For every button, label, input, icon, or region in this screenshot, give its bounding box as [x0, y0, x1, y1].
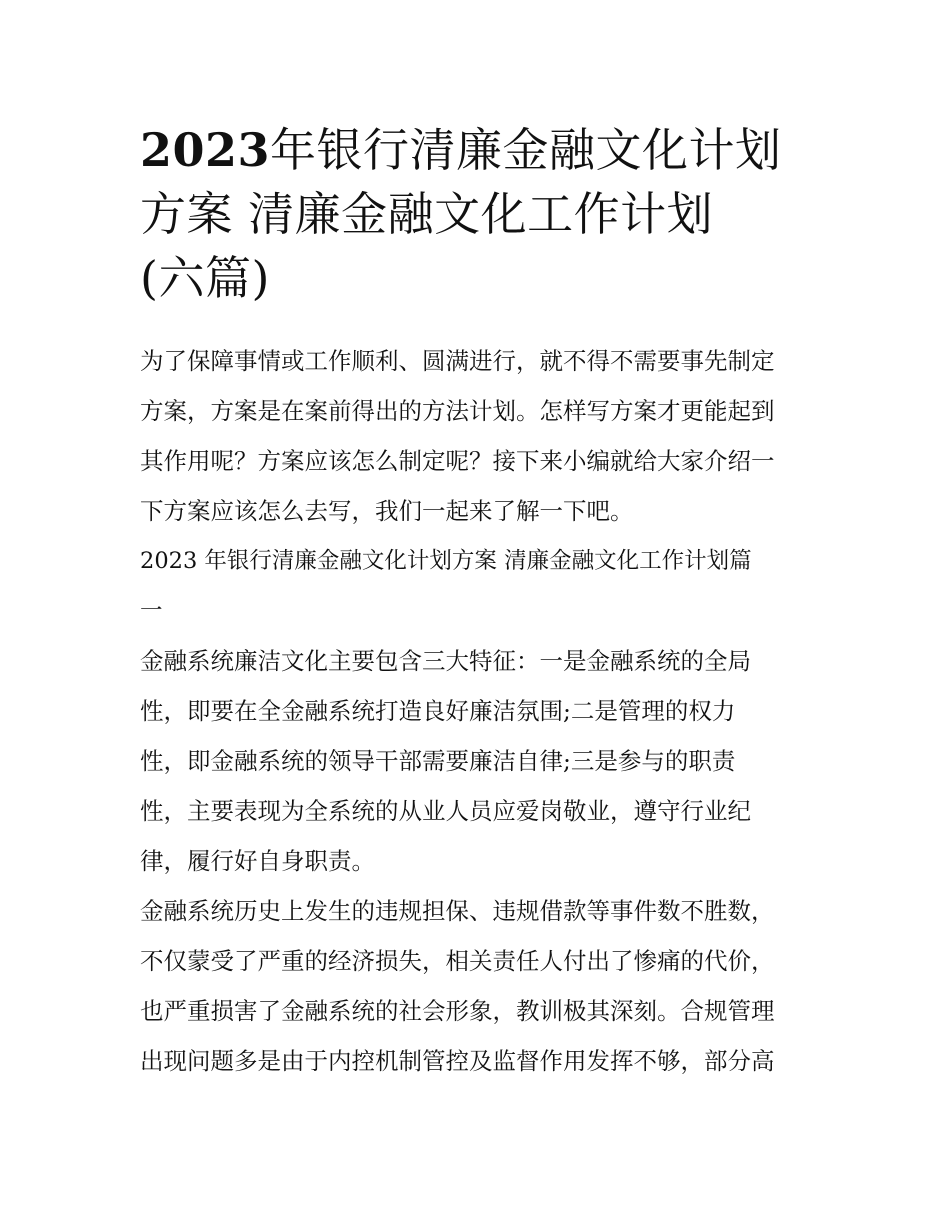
- intro-line: 方案，方案是在案前得出的方法计划。怎样写方案才更能起到: [140, 397, 775, 425]
- paragraph-line: 性，即金融系统的领导干部需要廉洁自律;三是参与的职责: [140, 747, 736, 775]
- paragraph-line: 金融系统历史上发生的违规担保、违规借款等事件数不胜数，: [140, 897, 775, 925]
- title-line-1: [140, 118, 820, 182]
- paragraph-2: [140, 886, 820, 1086]
- title-line-1-text: 年银行清廉金融文化计划: [270, 123, 782, 177]
- document-body: [140, 336, 820, 1086]
- paragraph-line: 性，主要表现为全系统的从业人员应爱岗敬业，遵守行业纪: [140, 797, 751, 825]
- intro-line: 下方案应该怎么去写，我们一起来了解一下吧。: [140, 497, 634, 525]
- paragraph-1: [140, 636, 820, 886]
- paragraph-line: 律，履行好自身职责。: [140, 847, 375, 875]
- title-line-2: 方案 清廉金融文化工作计划: [140, 187, 714, 241]
- paragraph-line: 也严重损害了金融系统的社会形象，教训极其深刻。合规管理: [140, 997, 775, 1025]
- section-heading-line: 一: [140, 598, 163, 624]
- intro-line: 为了保障事情或工作顺利、圆满进行，就不得不需要事先制定: [140, 347, 775, 375]
- intro-line: 其作用呢？方案应该怎么制定呢？接下来小编就给大家介绍一: [140, 447, 775, 475]
- title-year: 2023: [140, 123, 271, 177]
- section-heading: [140, 536, 820, 636]
- paragraph-line: 金融系统廉洁文化主要包含三大特征：一是金融系统的全局: [140, 647, 751, 675]
- document-content: [140, 118, 820, 1086]
- section-heading-line: 2023 年银行清廉金融文化计划方案 清廉金融文化工作计划篇: [140, 548, 752, 574]
- paragraph-line: 出现问题多是由于内控机制管控及监督作用发挥不够，部分高: [140, 1047, 775, 1075]
- paragraph-line: 不仅蒙受了严重的经济损失，相关责任人付出了惨痛的代价，: [140, 947, 775, 975]
- document-title: [140, 118, 820, 310]
- title-line-3: (六篇): [140, 251, 270, 305]
- intro-paragraph: [140, 336, 820, 536]
- paragraph-line: 性，即要在全金融系统打造良好廉洁氛围;二是管理的权力: [140, 697, 736, 725]
